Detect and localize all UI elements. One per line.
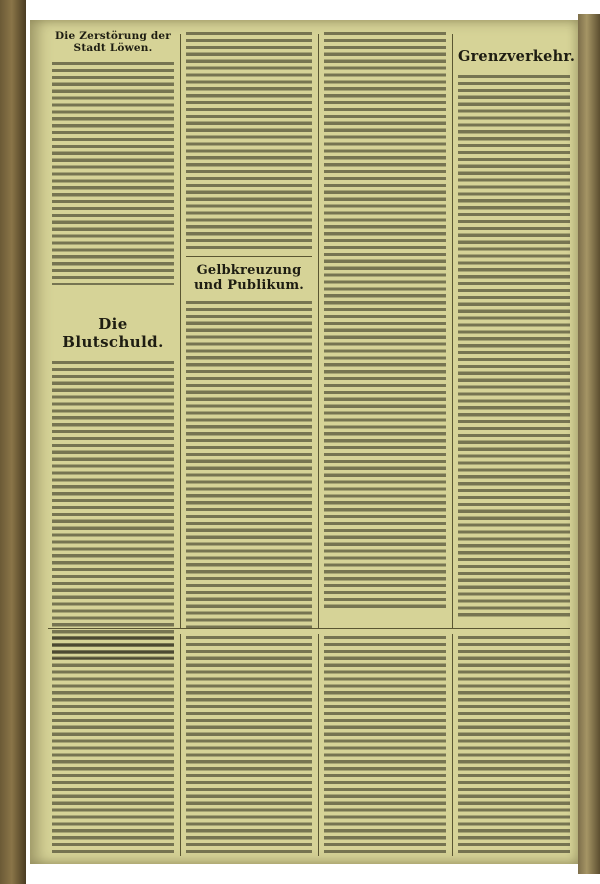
feuilleton-text bbox=[52, 634, 174, 856]
feuilleton-text bbox=[458, 634, 570, 856]
book-binding-right bbox=[578, 14, 600, 874]
headline-gelbkreuzung: Gelbkreuzung und Publikum. bbox=[193, 263, 305, 293]
column-rule bbox=[318, 634, 319, 856]
feuilleton-rule bbox=[48, 628, 570, 629]
feuilleton-column-4 bbox=[458, 634, 570, 856]
article-grenzverkehr-body bbox=[458, 73, 570, 618]
article-gelbkreuzung-continued bbox=[324, 30, 446, 610]
feuilleton-text bbox=[324, 634, 446, 856]
headline-blutschuld: Die Blutschuld. bbox=[62, 315, 164, 351]
feuilleton-column-3 bbox=[324, 634, 446, 856]
headline-grenzverkehr: Grenzverkehr. bbox=[458, 48, 576, 65]
newspaper-page bbox=[30, 20, 578, 864]
article-gelbkreuzung-body bbox=[186, 299, 312, 629]
column-1 bbox=[52, 30, 174, 659]
book-binding-left bbox=[0, 0, 26, 884]
column-rule bbox=[452, 634, 453, 856]
feuilleton-column-2 bbox=[186, 634, 312, 856]
column-rule bbox=[180, 34, 181, 629]
article-loewen-body bbox=[52, 60, 174, 285]
headline-loewen: Die Zerstörung der Stadt Löwen. bbox=[54, 30, 172, 54]
feuilleton-text bbox=[186, 634, 312, 856]
article-loewen-continued bbox=[186, 30, 312, 250]
column-4 bbox=[458, 30, 576, 618]
column-rule bbox=[180, 634, 181, 856]
column-rule bbox=[452, 34, 453, 629]
column-2 bbox=[186, 30, 312, 629]
article-blutschuld-body bbox=[52, 359, 174, 659]
section-divider bbox=[186, 256, 312, 257]
feuilleton-column-1 bbox=[52, 634, 174, 856]
column-rule bbox=[318, 34, 319, 629]
column-3 bbox=[324, 30, 446, 610]
